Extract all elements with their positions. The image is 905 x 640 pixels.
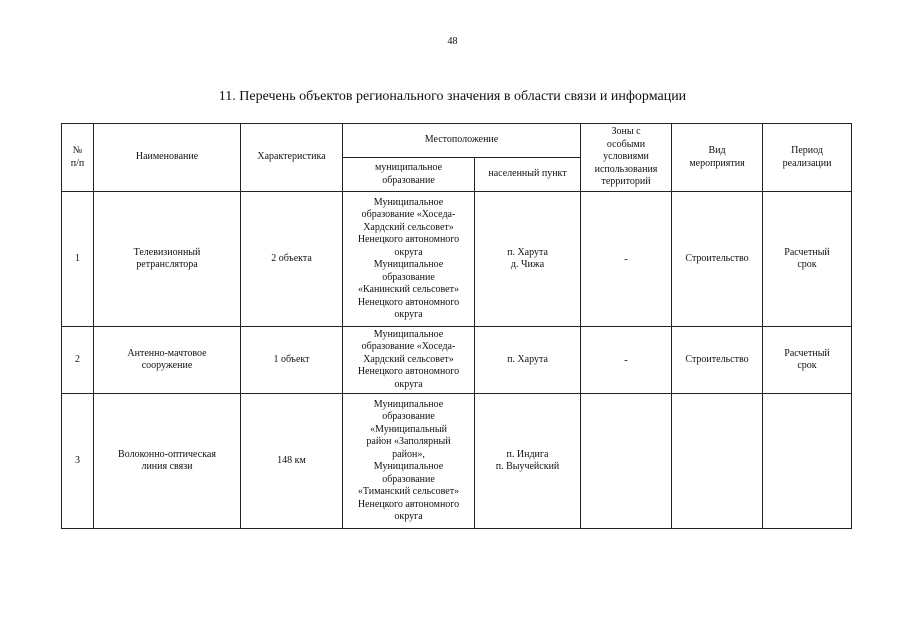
header-activity: Вид мероприятия: [672, 124, 763, 192]
header-characteristic: Характеристика: [241, 124, 343, 192]
cell-characteristic: 2 объекта: [241, 192, 343, 327]
table-row: [62, 394, 852, 529]
table-row: [62, 327, 852, 394]
cell-name: Телевизионный ретранслятора: [94, 192, 241, 327]
cell-settlement: п. Харута д. Чижа: [475, 192, 581, 327]
cell-name: Антенно-мачтовое сооружение: [94, 327, 241, 394]
header-settlement: населенный пункт: [475, 158, 581, 192]
header-municipality: муниципальное образование: [343, 158, 475, 192]
cell-period: Расчетный срок: [763, 192, 852, 327]
header-name: Наименование: [94, 124, 241, 192]
cell-municipality: Муниципальное образование «Муниципальный район «Заполярный район», Муниципальное образование «Тиманский сельсовет» Ненецкого автономного округа: [343, 394, 475, 529]
cell-settlement: п. Харута: [475, 327, 581, 394]
header-num: № п/п: [62, 124, 94, 192]
header-period: Период реализации: [763, 124, 852, 192]
cell-num: 2: [62, 327, 94, 394]
table-row: [62, 192, 852, 327]
cell-zones: -: [581, 192, 672, 327]
page-number: 48: [447, 36, 458, 47]
header-zones: Зоны с особыми условиями использования территорий: [581, 124, 672, 192]
cell-num: 3: [62, 394, 94, 529]
cell-activity: [672, 394, 763, 529]
cell-period: Расчетный срок: [763, 327, 852, 394]
cell-period: [763, 394, 852, 529]
header-row: [62, 124, 852, 158]
cell-settlement: п. Индига п. Выучейский: [475, 394, 581, 529]
cell-activity: Строительство: [672, 192, 763, 327]
cell-activity: Строительство: [672, 327, 763, 394]
document-title: 11. Перечень объектов регионального значения в области связи и информации: [218, 89, 687, 104]
cell-zones: -: [581, 327, 672, 394]
cell-num: 1: [62, 192, 94, 327]
cell-characteristic: 148 км: [241, 394, 343, 529]
objects-table: [61, 123, 852, 529]
cell-name: Волоконно-оптическая линия связи: [94, 394, 241, 529]
header-location: Местоположение: [343, 124, 581, 158]
cell-municipality: Муниципальное образование «Хоседа- Хардский сельсовет» Ненецкого автономного округа Муниципальное образование «Канинский сельсовет» Ненецкого автономного округа: [343, 192, 475, 327]
cell-characteristic: 1 объект: [241, 327, 343, 394]
cell-municipality: Муниципальное образование «Хоседа- Хардский сельсовет» Ненецкого автономного округа: [343, 327, 475, 394]
cell-zones: [581, 394, 672, 529]
